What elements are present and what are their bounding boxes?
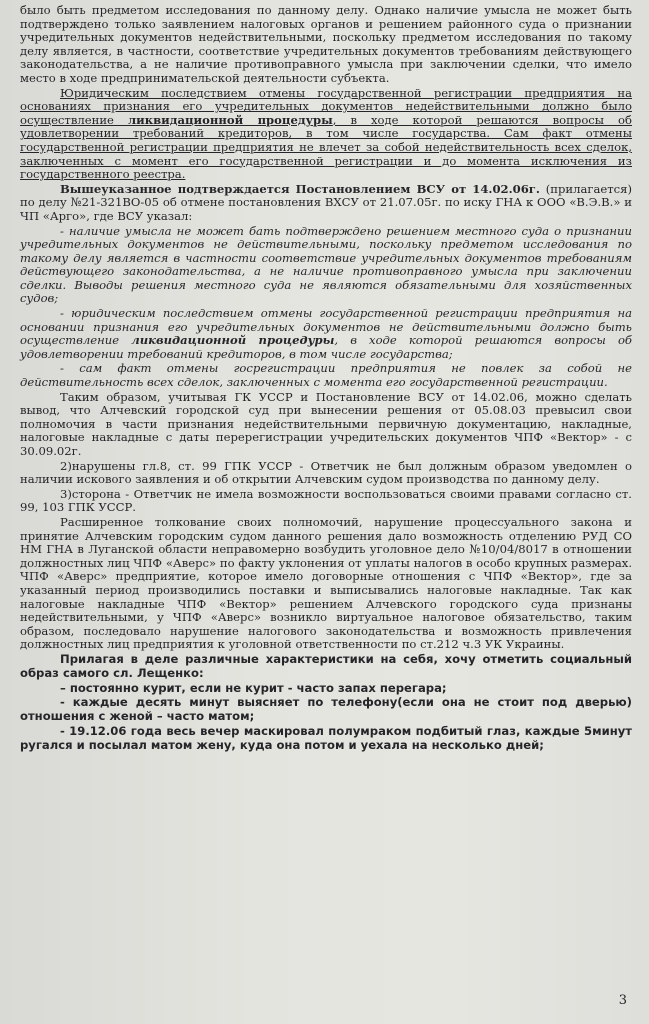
document-body [20, 4, 632, 752]
text-segment: Юридическим последствием отмены государственной регистрации предприятия на основаниях признания его учредительных документов недействительными должно было осуществление [20, 85, 632, 127]
text-segment: , в ходе которой решаются вопросы об удовлетворении требований кредиторов, в том числе государства. Сам факт отмены государственной регистрации предприятия не влечет за собой недействительность всех сделок, заключенных с момент его государственной регистрации и до момента исключения из государственного реестра. [20, 112, 633, 182]
paragraph-intent: было быть предметом исследования по данному делу. Однако наличие умысла не может быть подтверждено только заявлением налоговых органов и решением районного суда о признании учредительных документов недействительными, поскольку предметом исследования по такому делу является, в частности, соответствие учредительных документов требованиям действующего законодательства, а не наличие противоправного умысла при заключении сделки, что имело место в ходе предпринимательской деятельности субъекта. [20, 3, 632, 85]
paragraph-legal-consequence [20, 87, 632, 182]
emphasis-liquidation-procedure: ликвидационной процедуры [131, 333, 335, 348]
text-segment: - юридическим последствием отмены государственной регистрации предприятия на основании признания его учредительных документов не действительными должно быть осуществление [20, 306, 632, 348]
quote-item-intent: - наличие умысла не может бать подтверждено решением местного суда о признании учредительных документов не действительными, поскольку предметом исследования по такому делу является в частности соответствие учредительных документов требованиям действующего законодательства, а не наличие противоправного умысла при заключении сделки. Выводы решения местного суда не являются обязательными для хозяйственных судов; [20, 223, 632, 306]
quote-item-registration: - сам факт отмены госрегистрации предприятия не повлек за собой не действительность всех сделок, заключенных с момента его государственной регистрации. [20, 361, 632, 390]
text-segment: , в ходе которой решаются вопросы об удовлетворении требований кредиторов, в том числе государства; [20, 333, 633, 361]
paragraph-conclusion: Таким образом, учитывая ГК УССР и Постановление ВСУ от 14.02.06, можно сделать вывод, что Алчевский городской суд при вынесении решения от 05.08.03 превысил свои полномочия в части признания недействительными первичную документацию, накладные, налоговые накладные с даты перерегистрации учредительских документов ЧПФ «Вектор» - с 30.09.02г. [20, 389, 632, 458]
list-item: - 19.12.06 года весь вечер маскировал полумраком подбитый глаз, каждые 5минут ругался и посылал матом жену, куда она потом и уехала на несколько дней; [20, 723, 632, 752]
emphasis-resolution: Вышеуказанное подтверждается Постановлением ВСУ от 14.02.06г. [60, 181, 540, 196]
paragraph-violation-2: 2)нарушены гл.8, ст. 99 ГПК УССР - Ответчик не был должным образом уведомлен о наличии искового заявления и об открытии Алчевским судом производства по данному делу. [20, 458, 632, 487]
emphasis-liquidation-procedure: ликвидационной процедуры [127, 112, 333, 127]
list-item: - каждые десять минут выясняет по телефону(если она не стоит под дверью) отношения с женой – часто матом; [20, 695, 632, 724]
paragraph-extended-interpretation: Расширенное толкование своих полномочий, нарушение процессуального закона и принятие Алчевским городским судом данного решения дало возможность отделению РУД СО НМ ГНА в Луганской области неправомерно возбудить уголовное дело №10/04/8017 в отношении должностных лиц ЧПФ «Аверс» по факту уклонения от уплаты налогов в особо крупных размерах. ЧПФ «Аверс» предприятие, которое имело договорные отношения с ЧПФ «Вектор», где за указанный период производились поставки и выписывались налоговые накладные. Так как налоговые накладные ЧПФ «Вектор» решением Алчевского городского суда признаны недействительными, у ЧПФ «Аверс» возникло виртуальное налоговое обязательство, таким образом, последовало нарушение налогового законодательства и возможность привлечения должностных лиц предприятия к уголовной ответственности по ст.212 ч.3 УК Украины. [20, 514, 632, 652]
quote-item-legal-consequence [20, 307, 632, 361]
paragraph-violation-3: 3)сторона - Ответчик не имела возможности воспользоваться своими правами согласно ст. 99, 103 ГПК УССР. [20, 486, 632, 515]
text-segment: (прилагается) по делу №21-321ВО-05 об отмене постановления ВХСУ от 21.07.05г. по иску ГНА к ООО «В.Э.В.» и ЧП «Арго», где ВСУ указал: [20, 181, 632, 223]
list-item: – постоянно курит, если не курит - часто запах перегара; [60, 680, 447, 695]
paragraph-characteristics: Прилагая в деле различные характеристики на себя, хочу отметить социальный образ самого сл. Лещенко: [20, 651, 632, 680]
page-number: 3 [618, 993, 627, 1008]
paragraph-resolution-reference [20, 183, 632, 224]
